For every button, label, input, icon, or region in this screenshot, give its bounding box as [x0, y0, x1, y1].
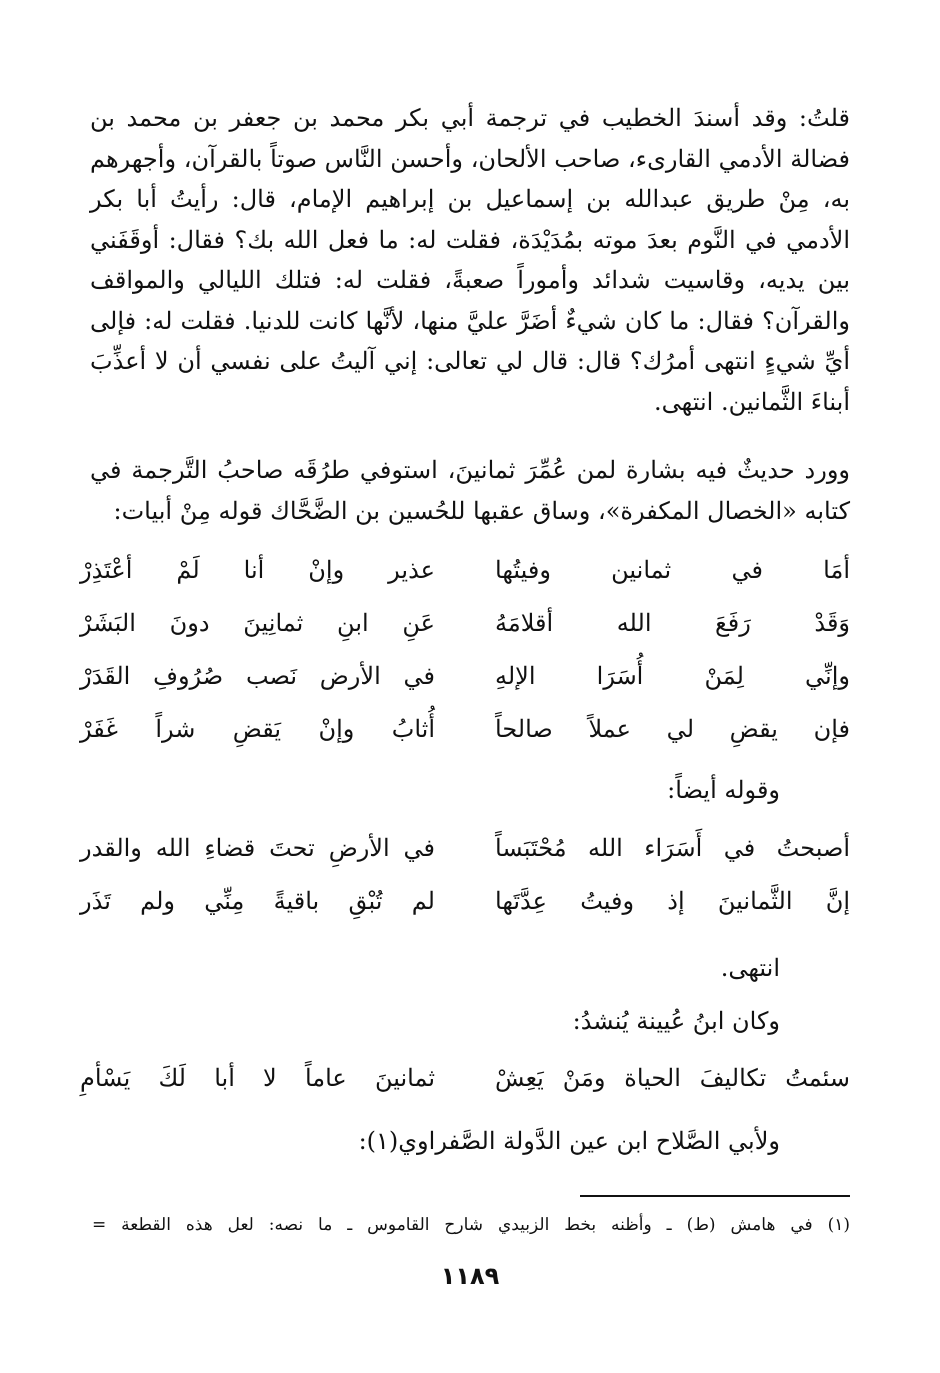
verse-first-hemistich: أمَا في ثمانين وفيتُها [495, 556, 850, 584]
poem-verse [80, 1058, 850, 1098]
poem-verse [80, 881, 850, 921]
footnote-divider [580, 1195, 850, 1197]
verse-second-hemistich: عذير وإنْ أنا لَمْ أعْتَذِرْ [80, 556, 435, 584]
poem-verse [80, 550, 850, 590]
poem-verse [80, 709, 850, 749]
verse-second-hemistich: ثمانينَ عاماً لا أبا لَكَ يَسْأمِ [80, 1064, 435, 1092]
verse-second-hemistich: عَنِ ابنِ ثمانِينَ دونَ البَشَرْ [80, 609, 435, 637]
verse-first-hemistich: سئمتُ تكاليفَ الحياة ومَنْ يَعِشْ [495, 1064, 850, 1092]
verse-first-hemistich: فإن يقضِ لي عملاً صالحاً [495, 715, 850, 743]
body-paragraph [90, 98, 850, 422]
poem-verse [80, 656, 850, 696]
ending-text: انتهى. [720, 954, 780, 982]
verse-second-hemistich: في الأرضِ تحتَ قضاءِ الله والقدر [80, 834, 435, 862]
verse-intro: وقوله أيضاً: [667, 776, 780, 804]
verse-intro: وكان ابنُ عُيينة يُنشدُ: [572, 1007, 780, 1035]
footnote: (١) في هامش (ط) ـ وأظنه بخط الزبيدي شارح القاموس ـ ما نصه: لعل هذه القطعة = [92, 1215, 850, 1235]
paragraph-text: وورد حديثٌ فيه بشارة لمن عُمِّرَ ثمانينَ، استوفي طرُقَه صاحبُ التَّرجمة في كتابه «الخصال المكفرة»، وساق عقبها للحُسين بن الضَّحَّاك قوله مِنْ أبيات: [90, 456, 850, 525]
verse-second-hemistich: أُثابُ وإنْ يَقضِ شراً غَفَرْ [80, 715, 435, 743]
page-number: ١١٨٩ [440, 1262, 500, 1290]
verse-first-hemistich: إنَّ الثَّمانينَ إذ وفيتُ عِدَّتَها [495, 887, 850, 915]
poem-verse [80, 603, 850, 643]
verse-second-hemistich: في الأرض نَصب صُرُوفِ القَدَرْ [80, 662, 435, 690]
verse-first-hemistich: أصبحتُ في أَسَرَاء الله مُحْتَبَساً [495, 834, 850, 862]
verse-first-hemistich: وإنِّي لِمَنْ أُسَرَا الإلهِ [495, 662, 850, 690]
poem-verse [80, 828, 850, 868]
paragraph-text: قلتُ: وقد أسندَ الخطيب في ترجمة أبي بكر محمد بن جعفر بن محمد بن فضالة الأدمي القارىء، صاحب الألحان، وأحسن النَّاس صوتاً بالقرآن، وأجهرهم به، مِنْ طريق عبدالله بن إسماعيل بن إبراهيم الإمام، قال: رأيتُ أبا بكر الأدمي في النَّوم بعدَ موته بمُدَيْدَة، فقلت له: ما فعل الله بك؟ فقال: أوقَفَني بين يديه، وقاسيت شدائد وأموراً صعبةً، فقلت له: فتلك الليالي والمواقف والقرآن؟ فقال: ما كان شيءٌ أضَرَّ عليَّ منها، لأنَّها كانت للدنيا. فقلت له: فإلى أيِّ شيءٍ انتهى أمرُك؟ قال: قال لي تعالى: إني آليتُ على نفسي أن لا أعذِّبَ أبناءَ الثَّمانين. انتهى. [90, 104, 850, 416]
body-paragraph [90, 450, 850, 532]
verse-second-hemistich: لم تُبْقِ باقيةً مِنِّي ولم تَذَر [80, 887, 435, 915]
verse-intro: ولأبي الصَّلاح ابن عين الدَّولة الصَّفراوي(١): [358, 1127, 780, 1155]
verse-first-hemistich: وَقَدْ رَفَعَ الله أقلامَهُ [495, 609, 850, 637]
